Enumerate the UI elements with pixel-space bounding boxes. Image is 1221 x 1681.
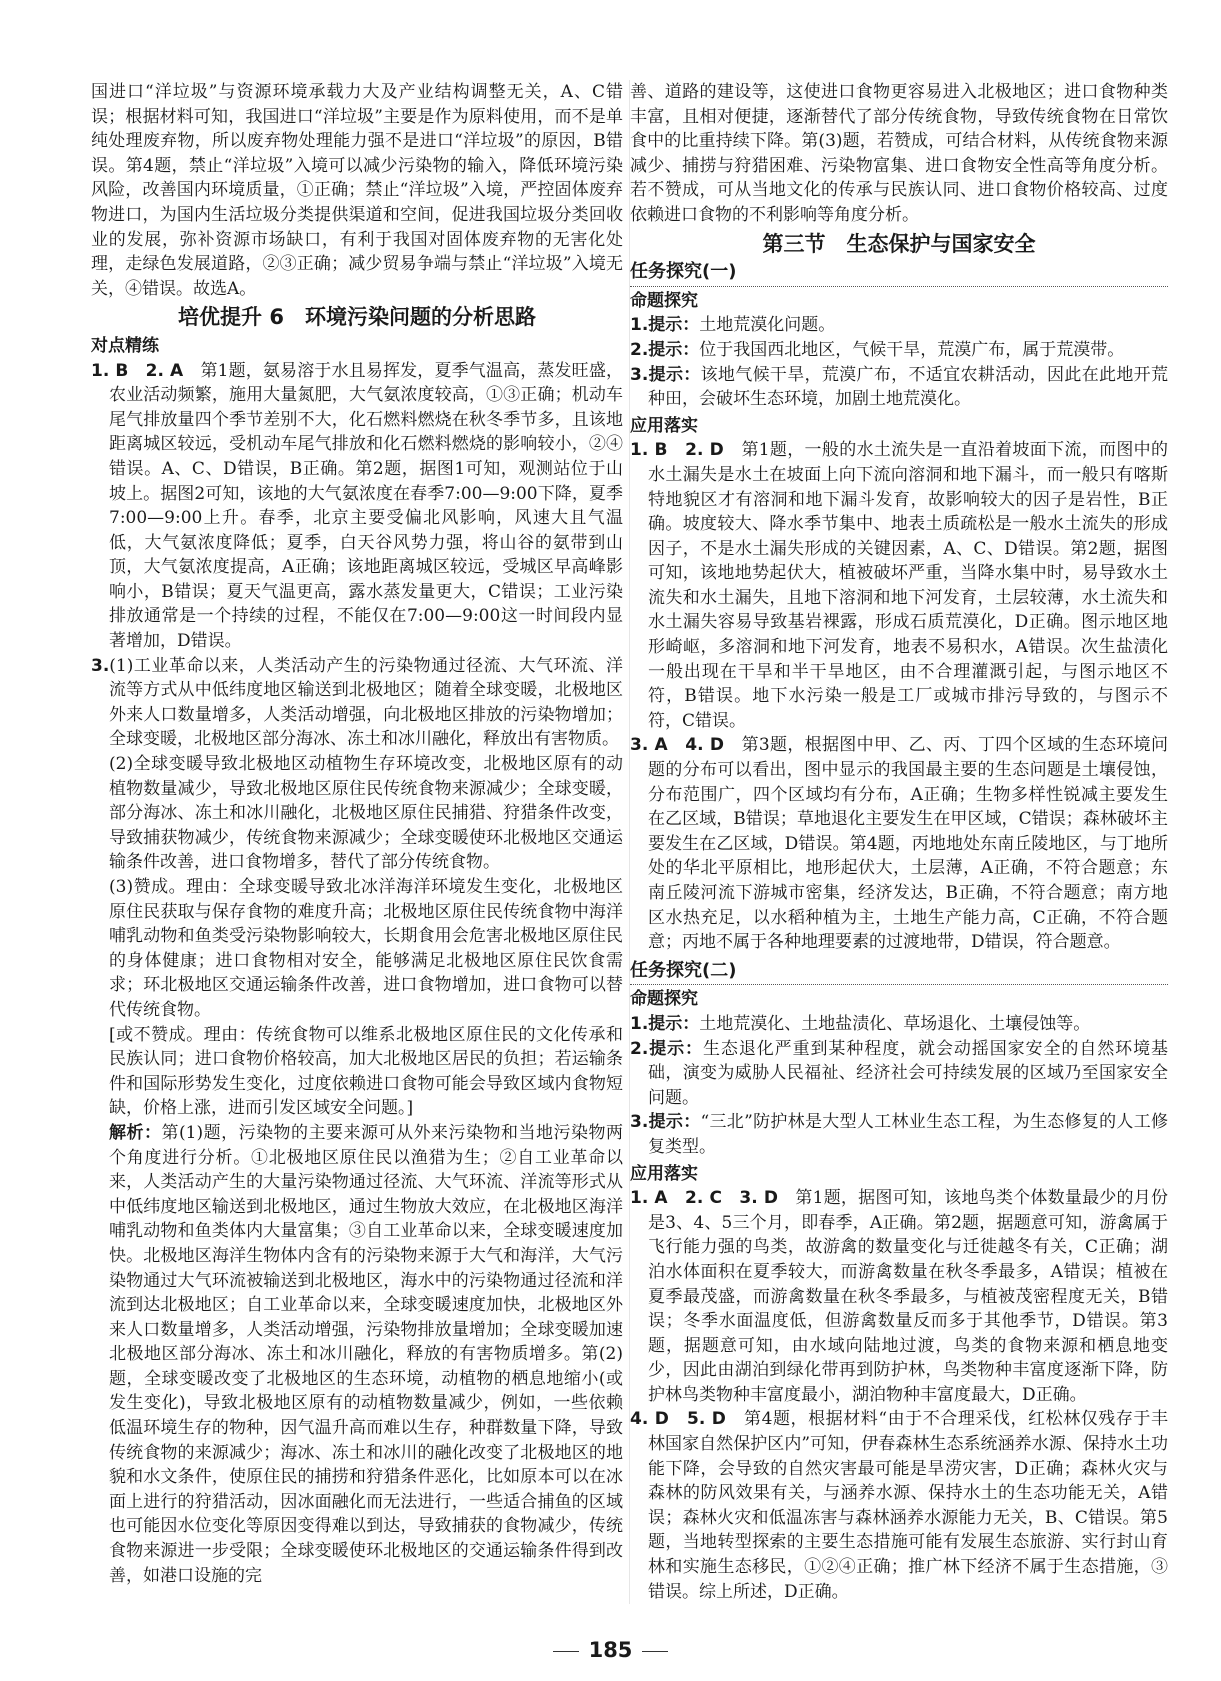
task-heading-1: 任务探究(一) [630,260,1168,287]
hint-text: 该地气候干旱，荒漠广布，不适宜农耕活动，因此在此地开荒种田，会破坏生态环境，加剧土地荒漠化。 [648,364,1169,410]
hint-number: 2. [630,339,649,360]
answer-subpart: [或不赞成。理由：传统食物可以维系北极地区原住民的文化传承和民族认同；进口食物价格较高，加大北极地区居民的负担；若运输条件和国际形势发生变化，过度依赖进口食物可能会导致区域内食物短缺，价格上涨，进而引发区域安全问题。] [109,1024,623,1119]
hint-number: 3. [630,1112,649,1133]
answer-item [630,1186,1168,1407]
subheading-mingti-2: 命题探究 [630,989,698,1010]
hint-label: 提示： [648,1038,703,1059]
answer-text: (1)工业革命以来，人类活动产生的污染物通过径流、大气环流、洋流等方式从中低纬度地区输送到北极地区；随着全球变暖，北极地区外来人口数量增多，人类活动增强，向北极地区排放的污染物增加；全球变暖，北极地区部分海冰、冻土和冰川融化，释放出有害物质。 [109,655,623,750]
intro-paragraph: 国进口“洋垃圾”与资源环境承载力大及产业结构调整无关，A、C错误；根据材料可知，我国进口“洋垃圾”主要是作为原料使用，而不是单纯处理废弃物，所以废弃物处理能力强不是进口“洋垃圾”的原因，B错误。第4题，禁止“洋垃圾”入境可以减少污染物的输入，降低环境污染风险，改善国内环境质量，①正确；禁止“洋垃圾”入境，严控固体废弃物进口，为国内生活垃圾分类提供渠道和空间，促进我国垃圾分类回收业的发展，弥补资源市场缺口，有利于我国对固体废弃物的无害化处理，走绿色发展道路，②③正确；减少贸易争端与禁止“洋垃圾”入境无关，④错误。故选A。 [91,82,623,299]
hint-item [630,313,1168,338]
answer-item [630,1407,1168,1604]
page-number: 185 [588,1638,633,1662]
subheading-yingyong-1: 应用落实 [630,415,698,436]
answer-subpart: (3)赞成。理由：全球变暖导致北冰洋海洋环境发生变化，北极地区原住民获取与保存食物的难度升高；北极地区原住民传统食物中海洋哺乳动物和鱼类受污染物影响较大，长期食用会危害北极地区原住民的身体健康；进口食物相对安全，能够满足北极地区原住民饮食需求；环北极地区交通运输条件改善，进口食物增加，进口食物可以替代传统食物。 [109,877,623,1020]
footer-dash-right [642,1651,668,1652]
task-heading-2: 任务探究(二) [630,959,1168,986]
answer-number: 1. B 2. A [91,360,184,381]
hint-text: 生态退化严重到某种程度，就会动摇国家安全的自然环境基础，演变为威胁人民福祉、经济社会可持续发展的区域乃至国家安全问题。 [648,1038,1169,1108]
section-title: 第三节 生态保护与国家安全 [762,231,1036,256]
hint-list-1 [630,313,1168,411]
hint-number: 1. [630,1013,649,1034]
hint-label: 提示： [648,315,700,336]
right-column [629,80,1168,1604]
answer-number: 3. [91,655,110,676]
hint-text: “三北”防护林是大型人工林业生态工程，为生态修复的人工修复类型。 [648,1112,1168,1157]
hint-label: 提示： [648,364,701,385]
subheading-yingyong-2: 应用落实 [630,1163,698,1184]
hint-label: 提示： [648,1013,700,1034]
answer-text: 第1题，氨易溶于水且易挥发，夏季气温高，蒸发旺盛，农业活动频繁，施用大量氮肥，大气氨浓度较高，①③正确；机动车尾气排放量四个季节差别不大，化石燃料燃烧在秋冬季节多，且该地距离城区较远，受机动车尾气排放和化石燃料燃烧的影响较小，②④错误。A、C、D错误，B正确。第2题，据图1可知，观测站位于山坡上。据图2可知，该地的大气氨浓度在春季7:00—9:00下降，夏季7:00—9:00上升。春季，北京主要受偏北风影响，风速大且气温低，大气氨浓度降低；夏季，白天谷风势力强，将山谷的氨带到山顶，大气氨浓度提高，A正确；该地距离城区较远，受城区早高峰影响小，B错误；夏天气温更高，露水蒸发量更大，C错误；工业污染排放通常是一个持续的过程，不能仅在7:00—9:00这一时间段内显著增加，D错误。 [109,360,623,652]
answer-item [630,733,1168,954]
hint-label: 提示： [648,1112,701,1133]
section-heading-ecology [630,232,1168,257]
answer-number: 1. B 2. D [630,440,724,461]
answer-number: 1. A 2. C 3. D [630,1188,778,1209]
answer-item [91,359,623,654]
hint-item [630,338,1168,363]
page-number-footer [0,1638,1221,1662]
answer-subpart: (2)全球变暖导致北极地区动植物生存环境改变，北极地区原有的动植物数量减少，导致北极地区原住民传统食物来源减少；全球变暖，部分海冰、冻土和冰川融化，北极地区原住民捕猎、狩猎条件改变，导致捕获物减少，传统食物来源减少；全球变暖使环北极地区交通运输条件改善，进口食物增多，替代了部分传统食物。 [109,754,623,873]
exercise-tag: 对点精练 [91,335,159,356]
hint-text: 土地荒漠化、土地盐渍化、草场退化、土壤侵蚀等。 [699,1013,1091,1034]
hint-text: 位于我国西北地区，气候干旱，荒漠广布，属于荒漠带。 [699,339,1125,360]
hint-number: 1. [630,315,649,336]
left-column [91,80,623,1588]
answer-text: 第1题，一般的水土流失是一直沿着坡面下流，而图中的水土漏失是水土在坡面上向下流向溶洞和地下漏斗，而一般只有喀斯特地貌区才有溶洞和地下漏斗发育，故影响较大的因子是岩性，B正确。坡度较大、降水季节集中、地表土质疏松是一般水土流失的形成因子，不是水土漏失形成的关键因素，A、C、D错误。第2题，据图可知，该地地势起伏大，植被破坏严重，当降水集中时，易导致水土流失和水土漏失，且地下溶洞和地下河发育，土层较薄，水土流失和水土漏失容易导致基岩裸露，形成石质荒漠化，D正确。图示地区地形崎岖，多溶洞和地下河发育，地表不易积水，A错误。次生盐渍化一般出现在干旱和半干旱地区，由不合理灌溉引起，与图示地区不符，B错误。地下水污染一般是工厂或城市排污导致的，与图示不符，C错误。 [648,440,1169,731]
section-heading-text: 培优提升 6 环境污染问题的分析思路 [178,305,536,330]
hint-item [630,1012,1168,1037]
answer-number: 3. A 4. D [630,735,724,756]
answer-text: 第1题，据图可知，该地鸟类个体数量最少的月份是3、4、5三个月，即春季，A正确。第2题，据题意可知，游禽属于飞行能力强的鸟类，故游禽的数量变化与迁徙越冬有关，C正确；湖泊水体面积在夏季较大，而游禽数量在秋冬季最多，A错误；植被在夏季最茂盛，而游禽数量在秋冬季最多，与植被茂密程度无关，B错误；冬季水面温度低，但游禽数量反而多于其他季节，D错误。第3题，据题意可知，由水域向陆地过渡，鸟类的食物来源和栖息地变少，因此由湖泊到绿化带再到防护林，鸟类物种丰富度逐渐下降，防护林鸟类物种丰富度最小，湖泊物种丰富度最大，D正确。 [648,1188,1169,1405]
analysis-text: 第(1)题，污染物的主要来源可从外来污染物和当地污染物两个角度进行分析。①北极地区原住民以渔猎为生；②自工业革命以来，人类活动产生的大量污染物通过径流、大气环流、洋流等形式从中低纬度地区输送到北极地区，通过生物放大效应，在北极地区海洋哺乳动物和鱼类体内大量富集；③自工业革命以来，全球变暖速度加快。北极地区海洋生物体内含有的污染物来源于大气和海洋，大气污染物通过大气环流被输送到北极地区，海水中的污染物通过径流和洋流到达北极地区；自工业革命以来，全球变暖速度加快，北极地区外来人口数量增多，人类活动增强，污染物排放量增加；全球变暖加速北极地区部分海冰、冻土和冰川融化，释放的有害物质增多。第(2)题，全球变暖改变了北极地区的生态环境，动植物的栖息地缩小(或发生变化)，导致北极地区原有的动植物数量减少，例如，一些依赖低温环境生存的物种，因气温升高而难以生存，种群数量下降，导致传统食物的来源减少；海冰、冻土和冰川的融化改变了北极地区的地貌和水文条件，使原住民的捕捞和狩猎条件恶化，比如原本可以在冰面上进行的狩猎活动，因冰面融化而无法进行，一些适合捕鱼的区域也可能因水位变化等原因变得难以到达，导致捕获的食物减少，传统食物来源进一步受限；全球变暖使环北极地区的交通运输条件得到改善，如港口设施的完 [109,1122,623,1586]
answer-number: 4. D 5. D [630,1409,726,1430]
hint-item [630,1110,1168,1159]
hint-number: 2. [630,1038,649,1059]
analysis-paragraph [91,1121,623,1588]
subheading-mingti-1: 命题探究 [630,290,698,311]
answer-text: 第3题，根据图中甲、乙、丙、丁四个区域的生态环境问题的分布可以看出，图中显示的我国最主要的生态问题是土壤侵蚀，分布范围广，四个区域均有分布，A正确；生物多样性锐减主要发生在乙区域，B错误；草地退化主要发生在甲区域，C错误；森林破坏主要发生在乙区域，D错误。第4题，丙地地处东南丘陵地区，与丁地所处的华北平原相比，地形起伏大，土层薄，A正确，不符合题意；东南丘陵河流下游城市密集，经济发达，B正确，不符合题意；南方地区水热充足，以水稻种植为主，土地生产能力高，C正确，不符合题意；丙地不属于各种地理要素的过渡地带，D错误，符合题意。 [648,735,1168,953]
hint-item [630,363,1168,412]
hint-label: 提示： [648,339,700,360]
hint-item [630,1037,1168,1111]
section-heading-pei-you [91,305,623,330]
answer-item [630,438,1168,733]
answer-item [91,654,623,752]
continued-paragraph: 善、道路的建设等，这使进口食物更容易进入北极地区；进口食物种类丰富，且相对便捷，逐渐替代了部分传统食物，导致传统食物在日常饮食中的比重持续下降。第(3)题，若赞成，可结合材料，从传统食物来源减少、捕捞与狩猎困难、污染物富集、进口食物安全性高等角度分析。若不赞成，可从当地文化的传承与民族认同、进口食物价格较高、过度依赖进口食物的不利影响等角度分析。 [630,82,1168,225]
hint-number: 3. [630,364,649,385]
footer-dash-left [553,1651,579,1652]
hint-list-2 [630,1012,1168,1160]
hint-text: 土地荒漠化问题。 [699,315,836,336]
answer-text: 第4题，根据材料“由于不合理采伐，红松林仅残存于丰林国家自然保护区内”可知，伊春森林生态系统涵养水源、保持水土功能下降，会导致的自然灾害最可能是旱涝灾害，D正确；森林火灾与森林的防风效果有关，与涵养水源、保持水土的生态功能无关，A错误；森林火灾和低温冻害与森林涵养水源能力无关，B、C错误。第5题，当地转型探索的主要生态措施可能有发展生态旅游、实行封山育林和实施生态移民，①②④正确；推广林下经济不属于生态措施，③错误。综上所述，D正确。 [648,1409,1168,1602]
analysis-label: 解析： [109,1122,162,1143]
